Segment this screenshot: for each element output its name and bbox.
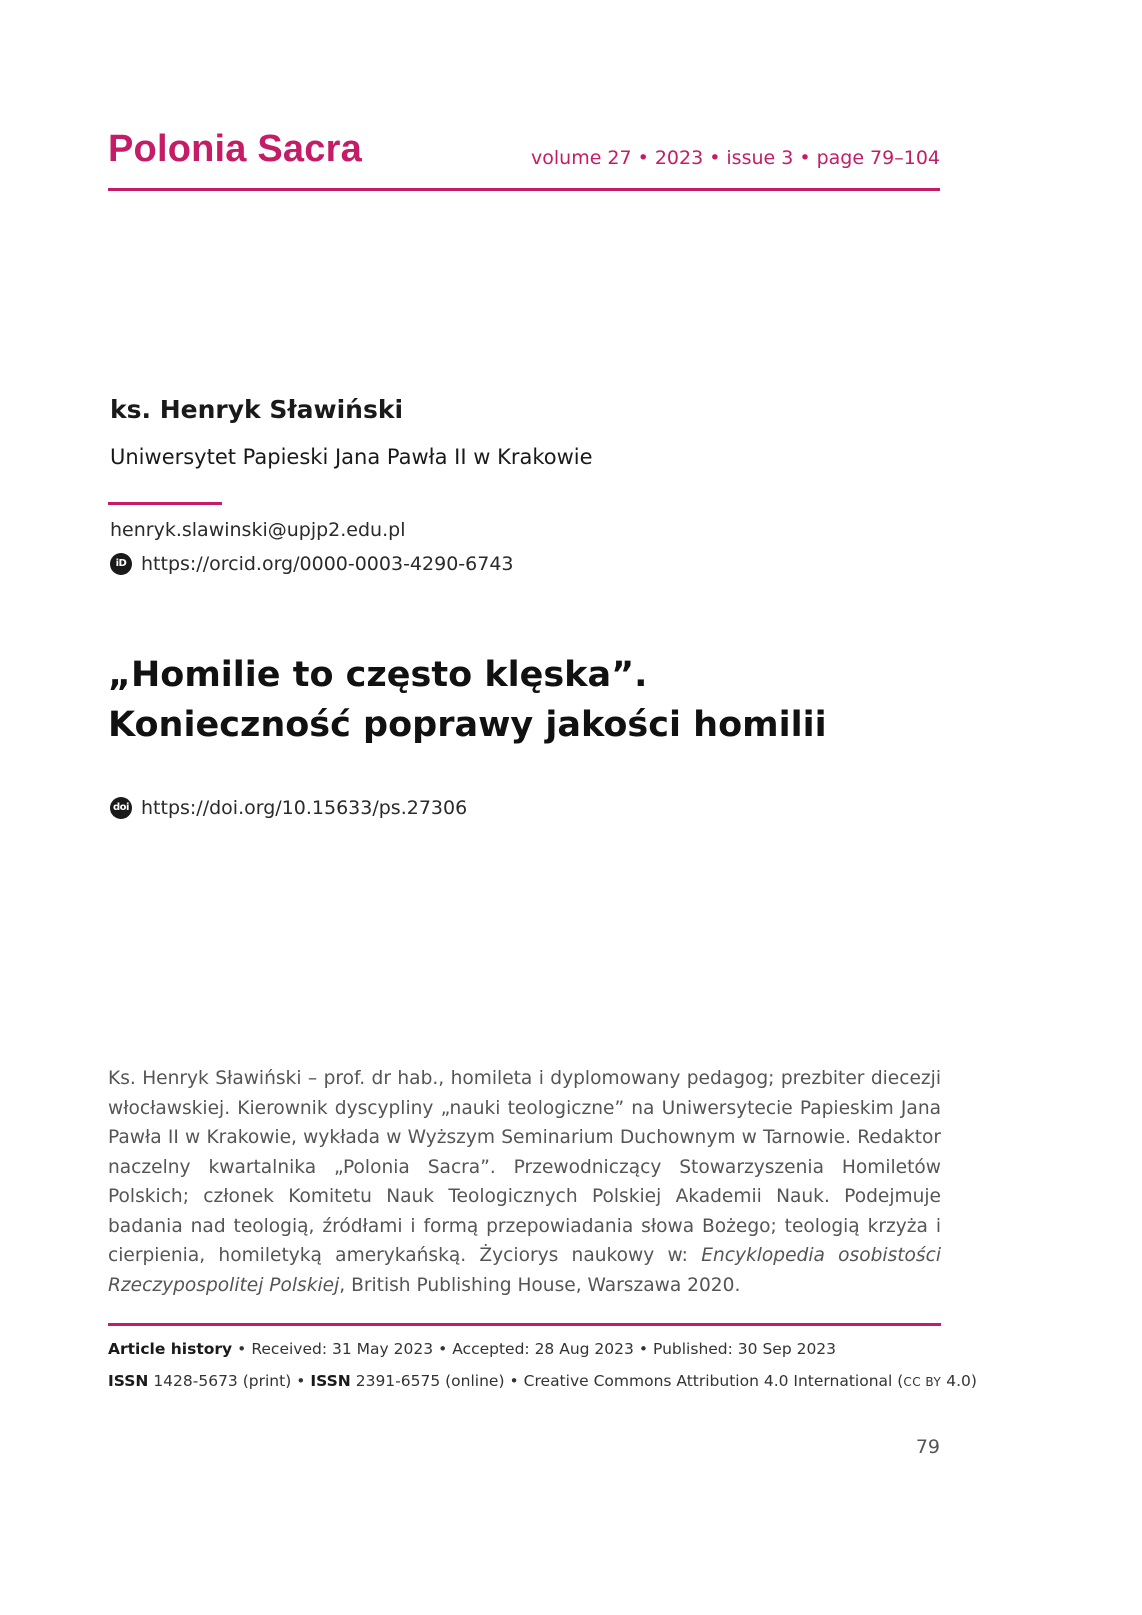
doi-link[interactable]: https://doi.org/10.15633/ps.27306 — [141, 797, 468, 819]
doi-icon: doi — [110, 797, 132, 819]
separator: • — [438, 1340, 448, 1358]
title-line-1: „Homilie to często klęska”. — [108, 655, 648, 695]
license-prefix: Creative Commons Attribution 4.0 International ( — [523, 1372, 904, 1390]
year: 2023 — [654, 147, 704, 169]
accepted-date: Accepted: 28 Aug 2023 — [452, 1340, 634, 1358]
issn-print: 1428-5673 (print) — [153, 1372, 292, 1390]
bio-source-rest: , British Publishing House, Warszawa 2020. — [339, 1274, 741, 1296]
separator: • — [709, 147, 721, 169]
separator: • — [638, 1340, 649, 1358]
issn-label: ISSN — [108, 1372, 149, 1390]
orcid-icon: iD — [110, 553, 132, 575]
license-suffix: 4.0) — [941, 1372, 977, 1390]
history-label: Article history — [108, 1340, 233, 1358]
issn-label: ISSN — [310, 1372, 351, 1390]
author-divider — [108, 502, 222, 505]
issn-online: 2391-6575 (online) — [355, 1372, 505, 1390]
bio-text: Ks. Henryk Sławiński – prof. dr hab., homileta i dyplomowany pedagog; prezbiter diecezji włocławskiej. Kierownik dyscypliny „nauki teologiczne” na Uniwersytecie Papieskim Jana Pawła II w Krakowie, wykłada w Wyższym Seminarium Duchownym w Tarnowie. Redaktor naczelny kwartalnika „Polonia Sacra”. Przewodniczący Stowarzyszenia Homiletów Polskich; członek Komitetu Nauk Teologicznych Polskiej Akademii Nauk. Podejmuje badania nad teologią, źródłami i formą przepowiadania słowa Bożego; teologią krzyża i cierpienia, homiletyką amerykańską. Życiorys naukowy w: — [108, 1068, 941, 1266]
issn-license — [108, 1372, 977, 1390]
author-name: ks. Henryk Sławiński — [110, 395, 404, 424]
author-email[interactable]: henryk.slawinski@upjp2.edu.pl — [110, 519, 406, 541]
issue-info — [531, 147, 940, 169]
article-history — [108, 1340, 836, 1358]
bio-source-title: Encyklopedia osobistości Rzeczypospolitej Polskiej — [108, 1245, 942, 1296]
separator: • — [509, 1372, 519, 1390]
received-date: Received: 31 May 2023 — [251, 1340, 434, 1358]
volume: volume 27 — [531, 147, 632, 169]
separator: • — [799, 147, 811, 169]
license-cc: CC BY — [903, 1375, 942, 1389]
page-number: 79 — [915, 1436, 940, 1458]
doi-row — [110, 797, 467, 819]
author-bio — [108, 1064, 941, 1300]
pages: page 79–104 — [816, 147, 940, 169]
title-line-2: Konieczność poprawy jakości homilii — [108, 705, 827, 745]
article-title — [108, 650, 948, 750]
separator: • — [237, 1340, 247, 1358]
footer-divider — [108, 1323, 941, 1326]
orcid-row — [110, 553, 514, 575]
journal-title: Polonia Sacra — [108, 128, 362, 170]
published-date: Published: 30 Sep 2023 — [653, 1340, 837, 1358]
separator: • — [637, 147, 649, 169]
header-divider — [108, 188, 940, 191]
author-affiliation: Uniwersytet Papieski Jana Pawła II w Krakowie — [110, 445, 593, 469]
separator: • — [296, 1372, 306, 1390]
issue: issue 3 — [726, 147, 794, 169]
orcid-link[interactable]: https://orcid.org/0000-0003-4290-6743 — [141, 553, 514, 575]
